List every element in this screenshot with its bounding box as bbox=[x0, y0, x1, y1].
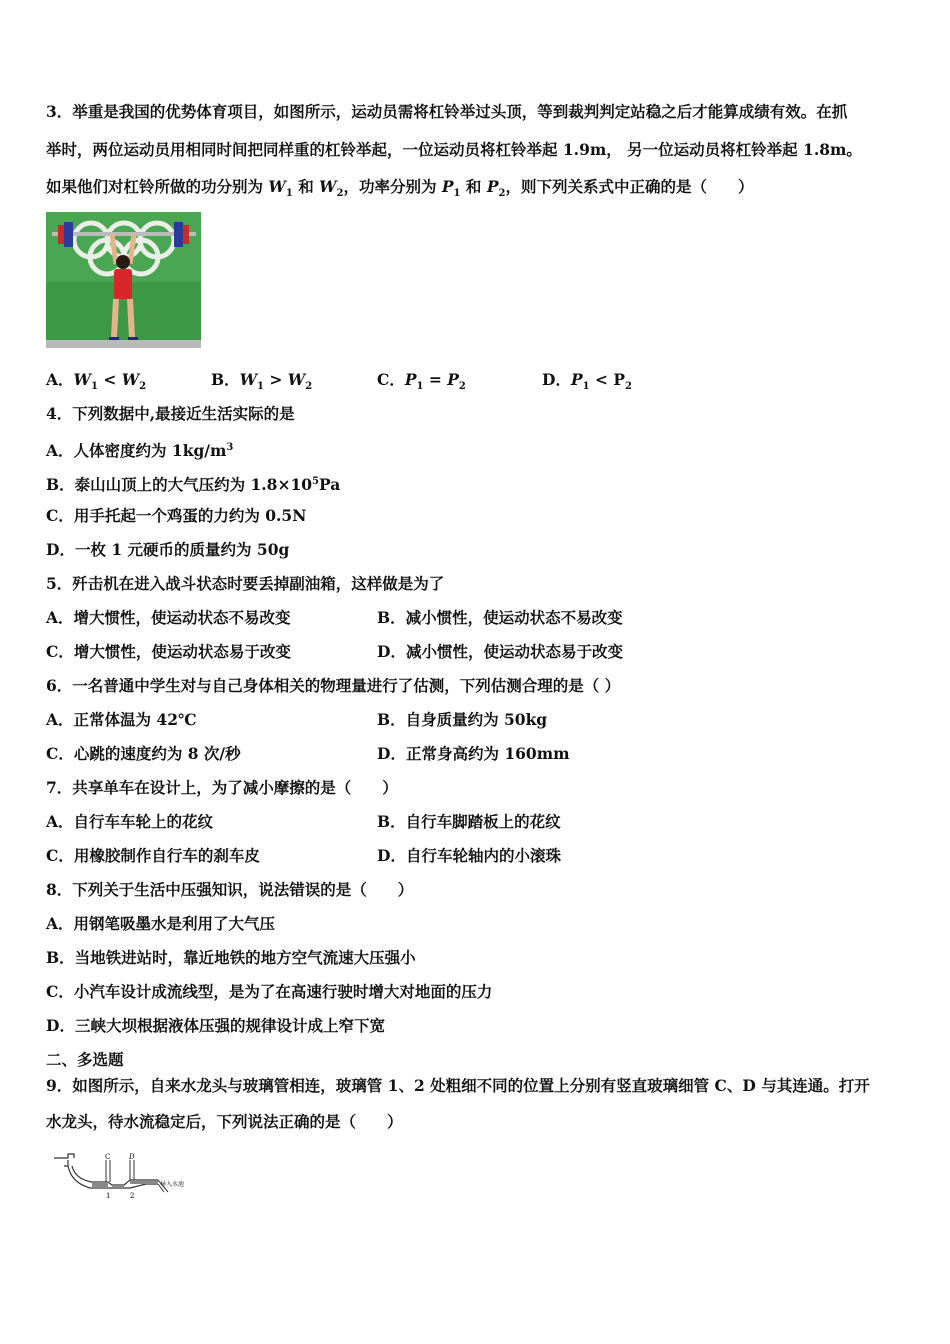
q5-option-a[interactable]: A．增大惯性，使运动状态不易改变 bbox=[46, 608, 291, 627]
q5-stem: 5．歼击机在进入战斗状态时要丢掉副油箱，这样做是为了 bbox=[46, 574, 445, 593]
q8-stem: 8．下列关于生活中压强知识，说法错误的是（ ） bbox=[46, 880, 414, 899]
q4-option-d[interactable]: D．一枚 1 元硬币的质量约为 50g bbox=[46, 540, 290, 559]
q7-option-d[interactable]: D．自行车轮轴内的小滚珠 bbox=[377, 846, 561, 865]
faucet-tube-figure bbox=[46, 1150, 196, 1206]
q6-stem: 6．一名普通中学生对与自己身体相关的物理量进行了估测，下列估测合理的是（ ） bbox=[46, 676, 621, 695]
q3-line-3: 如果他们对杠铃所做的功分别为 $W_1$ 和 $W_2$，功率分别为 $P_1$ 和 $P_2$，则下列关系式中正确的是（ ） bbox=[46, 177, 754, 200]
position-1-label: 1 bbox=[106, 1192, 111, 1200]
q7-option-b[interactable]: B．自行车脚踏板上的花纹 bbox=[377, 812, 561, 831]
q8-option-a[interactable]: A．用钢笔吸墨水是利用了大气压 bbox=[46, 914, 276, 933]
section-heading-multiple-choice: 二、多选题 bbox=[46, 1050, 124, 1069]
q8-option-d[interactable]: D．三峡大坝根据液体压强的规律设计成上窄下宽 bbox=[46, 1016, 385, 1035]
q9-line-2: 水龙头，待水流稳定后，下列说法正确的是（ ） bbox=[46, 1112, 403, 1131]
q8-option-b[interactable]: B．当地铁进站时，靠近地铁的地方空气流速大压强小 bbox=[46, 948, 416, 967]
q4-option-c[interactable]: C．用手托起一个鸡蛋的力约为 0.5N bbox=[46, 506, 307, 525]
q3-option-a[interactable]: A．$W_1 < W_2$ bbox=[46, 370, 147, 393]
q3-line-1: 3．举重是我国的优势体育项目，如图所示，运动员需将杠铃举过头顶，等到裁判判定站稳之后才能算成绩有效。在抓 bbox=[46, 102, 848, 121]
faucet-icon bbox=[54, 1154, 74, 1158]
outlet-label: 导入水池 bbox=[160, 1181, 185, 1188]
q5-option-d[interactable]: D．减小惯性，使运动状态易于改变 bbox=[377, 642, 623, 661]
q6-option-b[interactable]: B．自身质量约为 50kg bbox=[377, 710, 548, 729]
q3-option-d[interactable]: D．$P_1 < P_2$ bbox=[542, 370, 632, 393]
q4-option-a[interactable]: A．人体密度约为 $1kg/m^3$ bbox=[46, 441, 234, 461]
weightlifter-photo bbox=[46, 212, 201, 348]
q6-option-c[interactable]: C．心跳的速度约为 8 次/秒 bbox=[46, 744, 241, 763]
q7-stem: 7．共享单车在设计上，为了减小摩擦的是（ ） bbox=[46, 778, 398, 797]
q3-option-c[interactable]: C．$P_1 = P_2$ bbox=[377, 370, 466, 393]
q7-option-c[interactable]: C．用橡胶制作自行车的刹车皮 bbox=[46, 846, 260, 865]
q6-option-a[interactable]: A．正常体温为 42℃ bbox=[46, 710, 197, 729]
q7-option-a[interactable]: A．自行车车轮上的花纹 bbox=[46, 812, 214, 831]
faucet-tube-diagram bbox=[46, 1150, 196, 1206]
q4-option-b[interactable]: B．泰山山顶上的大气压约为 $1.8\times 10^5Pa$ bbox=[46, 475, 341, 495]
tube-c-label: C bbox=[105, 1153, 111, 1161]
q5-option-b[interactable]: B．减小惯性，使运动状态不易改变 bbox=[377, 608, 623, 627]
tube-d-label: D bbox=[129, 1153, 135, 1161]
q4-stem: 4．下列数据中,最接近生活实际的是 bbox=[46, 404, 295, 423]
q5-option-c[interactable]: C．增大惯性，使运动状态易于改变 bbox=[46, 642, 291, 661]
q3-line-2: 举时，两位运动员用相同时间把同样重的杠铃举起，一位运动员将杠铃举起 1.9m， 另一位运动员将杠铃举起 1.8m。 bbox=[46, 140, 862, 159]
q9-line-1: 9．如图所示，自来水龙头与玻璃管相连，玻璃管 1、2 处粗细不同的位置上分别有竖直玻璃细管 C、D 与其连通。打开 bbox=[46, 1076, 870, 1095]
q3-option-b[interactable]: B．$W_1 > W_2$ bbox=[211, 370, 313, 393]
position-2-label: 2 bbox=[130, 1192, 135, 1200]
q8-option-c[interactable]: C．小汽车设计成流线型，是为了在高速行驶时增大对地面的压力 bbox=[46, 982, 493, 1001]
weightlifter-image bbox=[46, 212, 201, 348]
q6-option-d[interactable]: D．正常身高约为 160mm bbox=[377, 744, 570, 763]
